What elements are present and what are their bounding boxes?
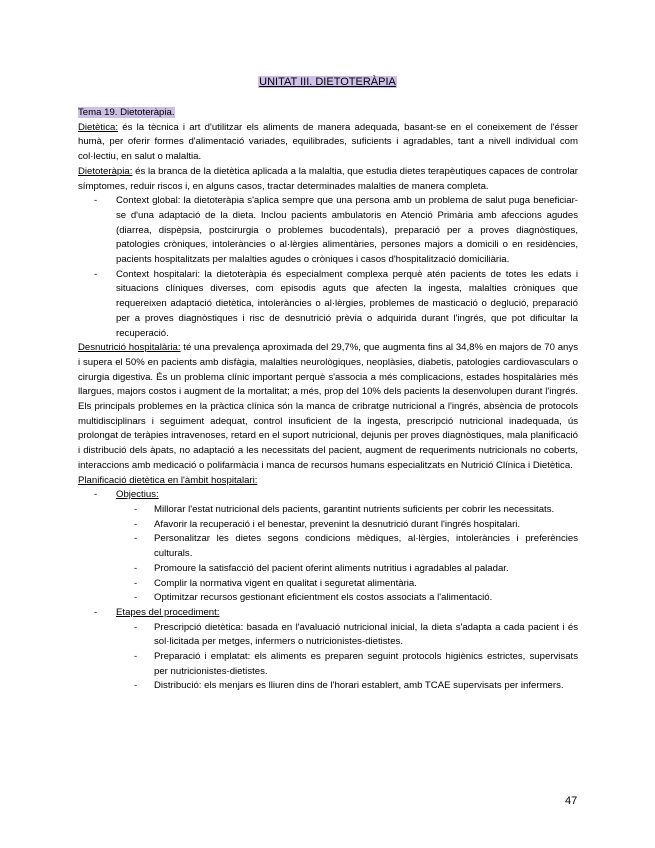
bullet-dash: - xyxy=(134,533,138,545)
objective-item: - Afavorir la recuperació i el benestar, prevenint la desnutrició durant l'ingrés hospitalari. xyxy=(78,518,578,533)
term-desnutricio: Desnutrició hospitalària: xyxy=(78,342,181,354)
paragraph-dietetica: Dietètica: és la tècnica i art d'utilitzar els aliments de manera adequada, basant-se en el coneixement de l'ésser humà, per oferir formes d'alimentació variades, equilibrades, suficients i agradables, tant a nivell individual com col·lectiu, en salut o malaltia. xyxy=(78,121,578,163)
objective-item: - Promoure la satisfacció del pacient oferint aliments nutritius i agradables al paladar. xyxy=(78,562,578,577)
term-dietetica: Dietètica: xyxy=(78,121,118,133)
objective-item: - Complir la normativa vigent en qualitat i seguretat alimentària. xyxy=(78,577,578,592)
objective-item: - Millorar l'estat nutricional dels pacients, garantint nutrients suficients per cobrir les necessitats. xyxy=(78,503,578,518)
bullet-dash: - xyxy=(94,489,98,501)
term-dietoterapia: Dietoteràpia: xyxy=(78,165,133,177)
topic-heading: Tema 19. Dietoteràpia. xyxy=(78,107,175,118)
bullet-dash: - xyxy=(134,621,138,633)
unit-title xyxy=(0,75,655,89)
bullet-dash: - xyxy=(134,592,138,604)
paragraph-dietoterapia: Dietoteràpia: és la branca de la dietètica aplicada a la malaltia, que estudia dietes terapèutiques capaces de controlar símptomes, reduir riscos i, en alguns casos, tractar determinades malalties de manera completa. xyxy=(78,165,578,192)
bullet-dash: - xyxy=(94,195,98,207)
bullet-dash: - xyxy=(94,268,98,280)
stage-item: - Preparació i emplatat: els aliments es preparen seguint protocols higiènics estrictes, supervisats per nutricionistes-dietistes. xyxy=(134,651,578,677)
bullet-dash: - xyxy=(134,562,138,574)
list-item-context-hospitalari: - Context hospitalari: la dietoteràpia és especialment complexa perquè atén pacients de totes les edats i situacions clíniques diverses, com episodis aguts que afecten la ingesta, malalties cròniques que requereixen adaptació dietètica, intoleràncies o al·lèrgies, problemes de masticació o deglució, preparació per a proves diagnòstiques i risc de desnutrició prèvia o adquirida durant l'ingrés, que pot dificultar la recuperació. xyxy=(94,268,578,339)
subsection-objectius: - Objectius: xyxy=(78,488,578,503)
bullet-dash: - xyxy=(134,680,138,692)
list-item-context-global: - Context global: la dietoteràpia s'aplica sempre que una persona amb un problema de salut puga beneficiar-se d'una adaptació de la dieta. Inclou pacients ambulatoris en Atenció Primària amb afeccions agudes (diarrea, dispèpsia, postcirurgia o problemes bucodentals), preparació per a proves diagnòstiques, patologies cròniques, intoleràncies o al·lèrgies alimentàries, persones majors a domicili o en residències, pacients hospitalitzats per malalties agudes o cròniques i casos d'hospitalització domiciliària. xyxy=(94,195,578,266)
bullet-dash: - xyxy=(134,503,138,515)
bullet-dash: - xyxy=(94,606,98,618)
subsection-etapes: - Etapes del procediment: xyxy=(78,606,578,621)
bullet-dash: - xyxy=(134,651,138,663)
objective-item: - Optimitzar recursos gestionant eficientment els costos associats a l'alimentació. xyxy=(78,591,578,606)
objective-item: - Personalitzar les dietes segons condicions mèdiques, al·lèrgies, intoleràncies i preferències culturals. xyxy=(134,533,578,560)
unit-title-text: UNITAT III. DIETOTERÀPIA xyxy=(259,76,396,88)
bullet-dash: - xyxy=(134,518,138,530)
stage-item: - Prescripció dietètica: basada en l'avaluació nutricional inicial, la dieta s'adapta a cada pacient i és sol·licitada per metges, infermers o nutricionistes-dietistes. xyxy=(134,621,578,648)
page-number: 47 xyxy=(565,795,578,807)
stage-item: - Distribució: els menjars es lliuren dins de l'horari establert, amb TCAE supervisats per infermers. xyxy=(78,679,578,694)
paragraph-desnutricio: Desnutrició hospitalària: té una prevalença aproximada del 29,7%, que augmenta fins al 34,8% en majors de 70 anys i supera el 50% en pacients amb disfàgia, malalties neurològiques, neoplàsies, diabetis, patologies cardiovasculars o cirurgia digestiva. És un problema clínic important perquè s'associa a més complicacions, estades hospitalàries més llargues, majors costos i augment de la mortalitat; a més, prop del 10% dels pacients la desenvolupen durant l'ingrés. Els principals problemes en la pràctica clínica són la manca de cribratge nutricional a l'ingrés, absència de protocols multidisciplinars i seguiment adequat, control insuficient de la ingesta, prescripció nutricional inadequada, ús prolongat de teràpies intravenoses, retard en el suport nutricional, dejunis per proves diagnòstiques, mala planificació i distribució dels àpats, no adaptació a les necessitats del pacient, augment de requeriments nutricionals no coberts, interaccions amb medicació o polifarmàcia i manca de recursos humans especialitzats en Nutrició Clínica i Dietètica. xyxy=(78,342,578,471)
document-body xyxy=(78,106,578,694)
section-planificacio: Planificació dietètica en l'àmbit hospitalari: xyxy=(78,474,258,486)
bullet-dash: - xyxy=(134,577,138,589)
